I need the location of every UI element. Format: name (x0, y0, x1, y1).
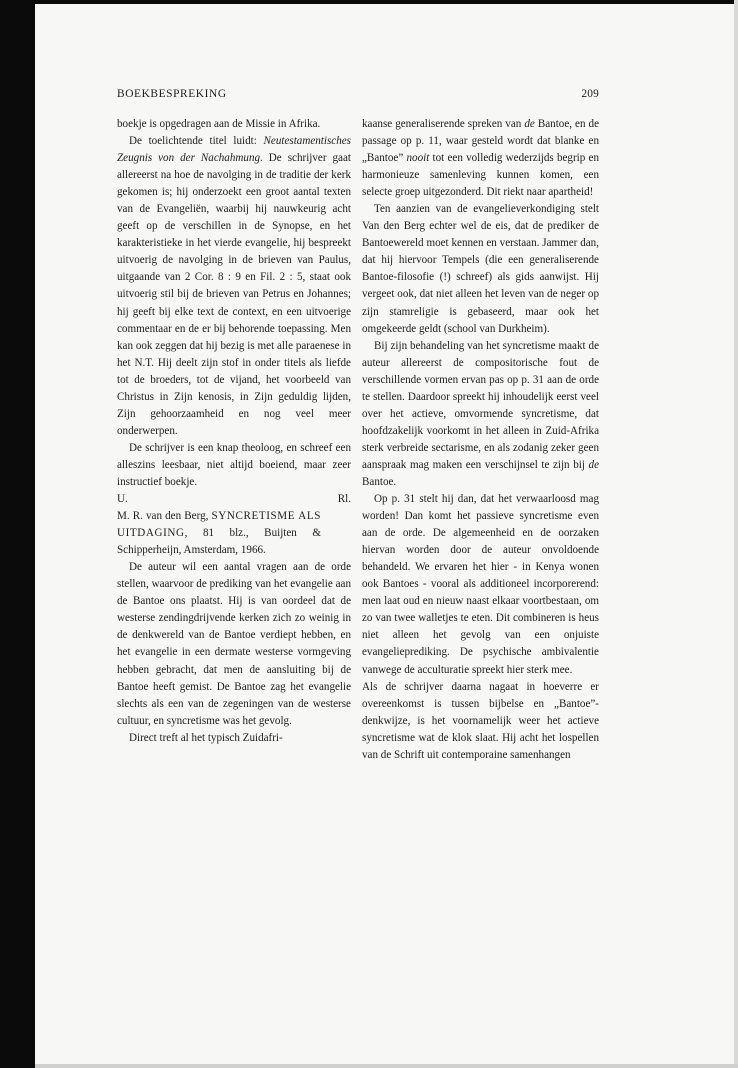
review-book-title: SYNCRETISME ALS UITDAGING (117, 510, 321, 540)
right-column (362, 116, 599, 764)
paragraph: De schrijver is een knap theoloog, en schreef een alleszins leesbaar, niet altijd boeiend, maar zeer instructief boekje. (117, 441, 351, 488)
paragraph: Op p. 31 stelt hij dan, dat het verwaarloosd mag worden! Dan komt het passieve syncretisme even aan de orde. De algemeenheid en de oorzaken hiervan worden door de auteur onvoldoende behandeld. We ervaren het hier - in Kenya wonen ook Bantoes - vooral als additioneel incorporerend: men laat oud en nieuw naast elkaar voortbestaan, om zo van twee walletjes te eten. Dit combineren is heus niet alleen het gevolg van een onjuiste evangelieprediking. De psychische ambivalentie vanwege de acculturatie spreekt hier sterk mee. (362, 493, 599, 676)
scan-border-left (0, 0, 35, 1068)
reviewer-signature (117, 491, 351, 508)
book-title: Neutestamentisches Zeugnis von der Nachahmung (117, 135, 351, 165)
signature-initials-right: Rl. (337, 493, 351, 506)
paragraph: Direct treft al het typisch Zuidafri- (129, 731, 283, 744)
paragraph: boekje is opgedragen aan de Missie in Afrika. (117, 118, 321, 130)
paragraph: De auteur wil een aantal vragen aan de orde stellen, waarvoor de prediking van het evangelie aan de Bantoe ons plaatst. Hij is van oordeel dat de westerse zendingdrijvende kerken zich zo weinig in de denkwereld van de Bantoe verdiept hebben, en het evangelie in een dermate westerse vormgeving hebben gebracht, dat men de aansluiting bij de Bantoe heeft gemist. De Bantoe zag het evangelie slechts als een van de zegeningen van de westerse cultuur, en syncretisme was het gevolg. (117, 561, 351, 727)
left-column (117, 116, 351, 747)
signature-initials-left: U. (117, 493, 128, 506)
running-header (117, 88, 599, 104)
scan-border-bottom (35, 1064, 738, 1068)
scan-border-right (734, 0, 738, 1068)
paragraph: Bij zijn behandeling van het syncretisme maakt de auteur allereerst de compositorische fout de verschillende vormen ervan pas op p. 31 aan de orde te stellen. Daardoor spreekt hij inhoudelijk eerst veel over het actieve, omvormende syncretisme, dat hoofdzakelijk voorkomt in het alleen in Zuid-Afrika sterk verbreide sectarisme, en als zodanig zeker geen aanspraak mag maken een verschijnsel te zijn bij de Bantoe. (362, 339, 599, 488)
page-number: 209 (581, 88, 599, 100)
section-title: BOEKBESPREKING (117, 88, 227, 100)
paragraph: kaanse generaliserende spreken van de Bantoe, en de passage op p. 11, waar gesteld wordt dat blanke en „Bantoe” nooit tot een volledig wederzijds begrip en harmonieuze samenleving kunnen komen, een selecte groep uitgezonderd. Dit riekt naar apartheid! (362, 118, 599, 199)
paragraph: Als de schrijver daarna nagaat in hoeverre er overeenkomst is tussen bijbelse en „Bantoe”-denkwijze, is het voornamelijk weer het actieve syncretisme wat de klok slaat. Hij acht het lospellen van de Schrift uit contemporaine samenhangen (362, 680, 599, 761)
paragraph: De toelichtende titel luidt: Neutestamentisches Zeugnis von der Nachahmung. De schrijver gaat allereerst na hoe de navolging in de traditie der kerk gekomen is; hij onderzoekt een groot aantal texten van de Evangeliën, waarbij hij nauwkeurig acht geeft op de verschillen in de Synopse, en het karakteristieke in het vierde evangelie, hij bespreekt uitvoerig de navolging in de brieven van Paulus, uitgaande van 2 Cor. 8 : 9 en Fil. 2 : 5, staat ook uitvoerig stil bij de brieven van Petrus en Johannes; hij geeft bij elke text de context, en een uitvoerige commentaar en de er bij behorende toepassing. Men kan ook zeggen dat hij bezig is met alle paraenese in het N.T. Hij deelt zijn stof in onder titels als liefde tot de broeders, tot de vijand, het voorbeeld van Christus in Zijn kenosis, in Zijn geduldig lijden, Zijn gehoorzaamheid en nog veel meer onderwerpen. (117, 135, 351, 437)
paragraph: Ten aanzien van de evangelieverkondiging stelt Van den Berg echter wel de eis, dat de prediker de Bantoewereld moet kennen en verstaan. Jammer dan, dat hij hiervoor Tempels (die een generaliserende Bantoe-filosofie (!) schreef) als gids aanwijst. Hij vergeet ook, dat niet alleen het leven van de neger op zijn stamreligie is gebaseerd, maar ook het omgekeerde geldt (school van Durkheim). (362, 203, 599, 335)
review-heading: M. R. van den Berg, SYNCRETISME ALS UITDAGING, 81 blz., Buijten & Schipperheijn, Amsterdam, 1966. (117, 510, 321, 557)
